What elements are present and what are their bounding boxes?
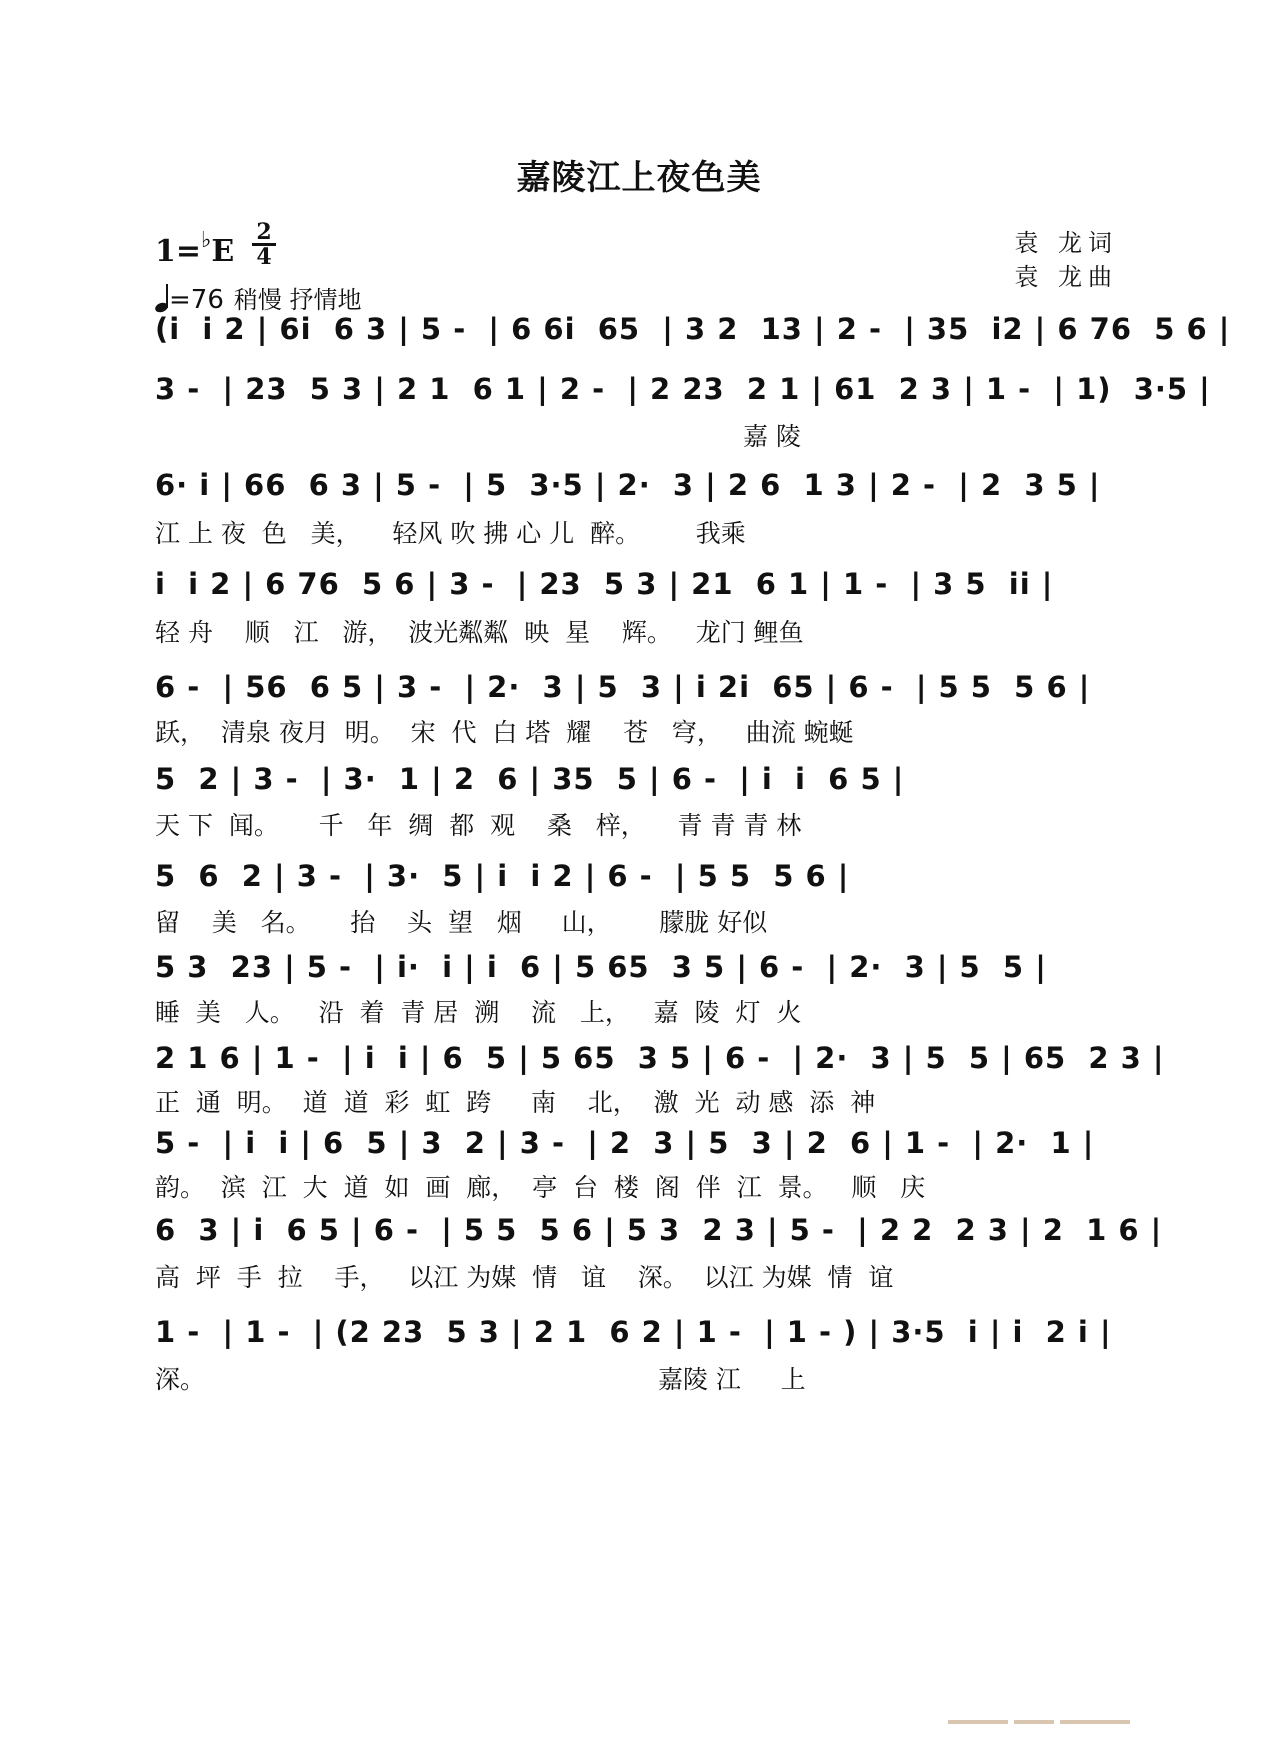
tempo-marking [155,280,362,315]
notation-line: 5 3 23 | 5 - | i· i | i 6 | 5 65 3 5 | 6 - | 2· 3 | 5 5 | [155,950,1047,984]
lyric-line: 天 下 闻。 千 年 绸 都 观 桑 梓， 青 青 青 林 [155,811,802,840]
lyric-line: 轻 舟 顺 江 游， 波光粼粼 映 星 辉。 龙门 鲤鱼 [155,618,804,647]
composer-credit: 袁 龙曲 [1014,263,1118,291]
lyric-line: 深。 嘉陵 江 上 [155,1365,806,1394]
notation-line: (i i 2 | 6i 6 3 | 5 - | 6 6i 65 | 3 2 13 | 2 - | 35 i2 | 6 76 5 6 | [155,312,1231,346]
key-signature [155,228,234,269]
tempo-value: =76 [169,285,224,315]
watermark-bar [1060,1720,1130,1724]
time-signature-top: 2 [256,219,272,245]
lyricist-credit: 袁 龙词 [1014,229,1118,257]
notation-line: 3 - | 23 5 3 | 2 1 6 1 | 2 - | 2 23 2 1 | 61 2 3 | 1 - | 1) 3·5 | [155,372,1211,406]
notation-line: i i 2 | 6 76 5 6 | 3 - | 23 5 3 | 21 6 1 | 1 - | 3 5 ii | [155,567,1054,601]
quarter-note-icon [155,284,169,312]
lyric-line: 韵。 滨 江 大 道 如 画 廊， 亭 台 楼 阁 伴 江 景。 顺 庆 [155,1173,926,1202]
lyric-line: 睡 美 人。 沿 着 青 居 溯 流 上， 嘉 陵 灯 火 [155,998,802,1027]
footer-watermark [948,1709,1148,1719]
time-signature [252,219,276,270]
watermark-bar [1014,1720,1054,1724]
notation-line: 6 - | 56 6 5 | 3 - | 2· 3 | 5 3 | i 2i 65 | 6 - | 5 5 5 6 | [155,670,1091,704]
time-signature-bottom: 4 [256,244,272,270]
notation-line: 5 6 2 | 3 - | 3· 5 | i i 2 | 6 - | 5 5 5 6 | [155,859,850,893]
notation-line: 6· i | 66 6 3 | 5 - | 5 3·5 | 2· 3 | 2 6 1 3 | 2 - | 2 3 5 | [155,468,1101,502]
lyric-line: 正 通 明。 道 道 彩 虹 跨 南 北， 激 光 动 感 添 神 [155,1088,876,1117]
notation-line: 6 3 | i 6 5 | 6 - | 5 5 5 6 | 5 3 2 3 | 5 - | 2 2 2 3 | 2 1 6 | [155,1213,1163,1247]
flat-icon: ♭ [201,228,212,253]
song-title: 嘉陵江上夜色美 [516,158,762,198]
expression-text: 稍慢 抒情地 [233,286,362,314]
lyric-line: 嘉 陵 [155,422,802,451]
notation-line: 1 - | 1 - | (2 23 5 3 | 2 1 6 2 | 1 - | 1 - ) | 3·5 i | i 2 i | [155,1315,1112,1349]
credits [1014,226,1118,294]
notation-line: 2 1 6 | 1 - | i i | 6 5 | 5 65 3 5 | 6 - | 2· 3 | 5 5 | 65 2 3 | [155,1041,1165,1075]
watermark-bar [948,1720,1008,1724]
lyric-line: 高 坪 手 拉 手， 以江 为媒 情 谊 深。 以江 为媒 情 谊 [155,1263,894,1292]
lyric-line: 留 美 名。 抬 头 望 烟 山， 朦胧 好似 [155,908,768,937]
key-prefix: 1= [155,234,202,269]
key-note: E [211,234,235,269]
notation-line: 5 2 | 3 - | 3· 1 | 2 6 | 35 5 | 6 - | i i 6 5 | [155,762,905,796]
lyric-line: 跃， 清泉 夜月 明。 宋 代 白 塔 耀 苍 穹， 曲流 蜿蜒 [155,718,854,747]
notation-line: 5 - | i i | 6 5 | 3 2 | 3 - | 2 3 | 5 3 | 2 6 | 1 - | 2· 1 | [155,1126,1095,1160]
lyric-line: 江 上 夜 色 美， 轻风 吹 拂 心 儿 醉。 我乘 [155,519,746,548]
